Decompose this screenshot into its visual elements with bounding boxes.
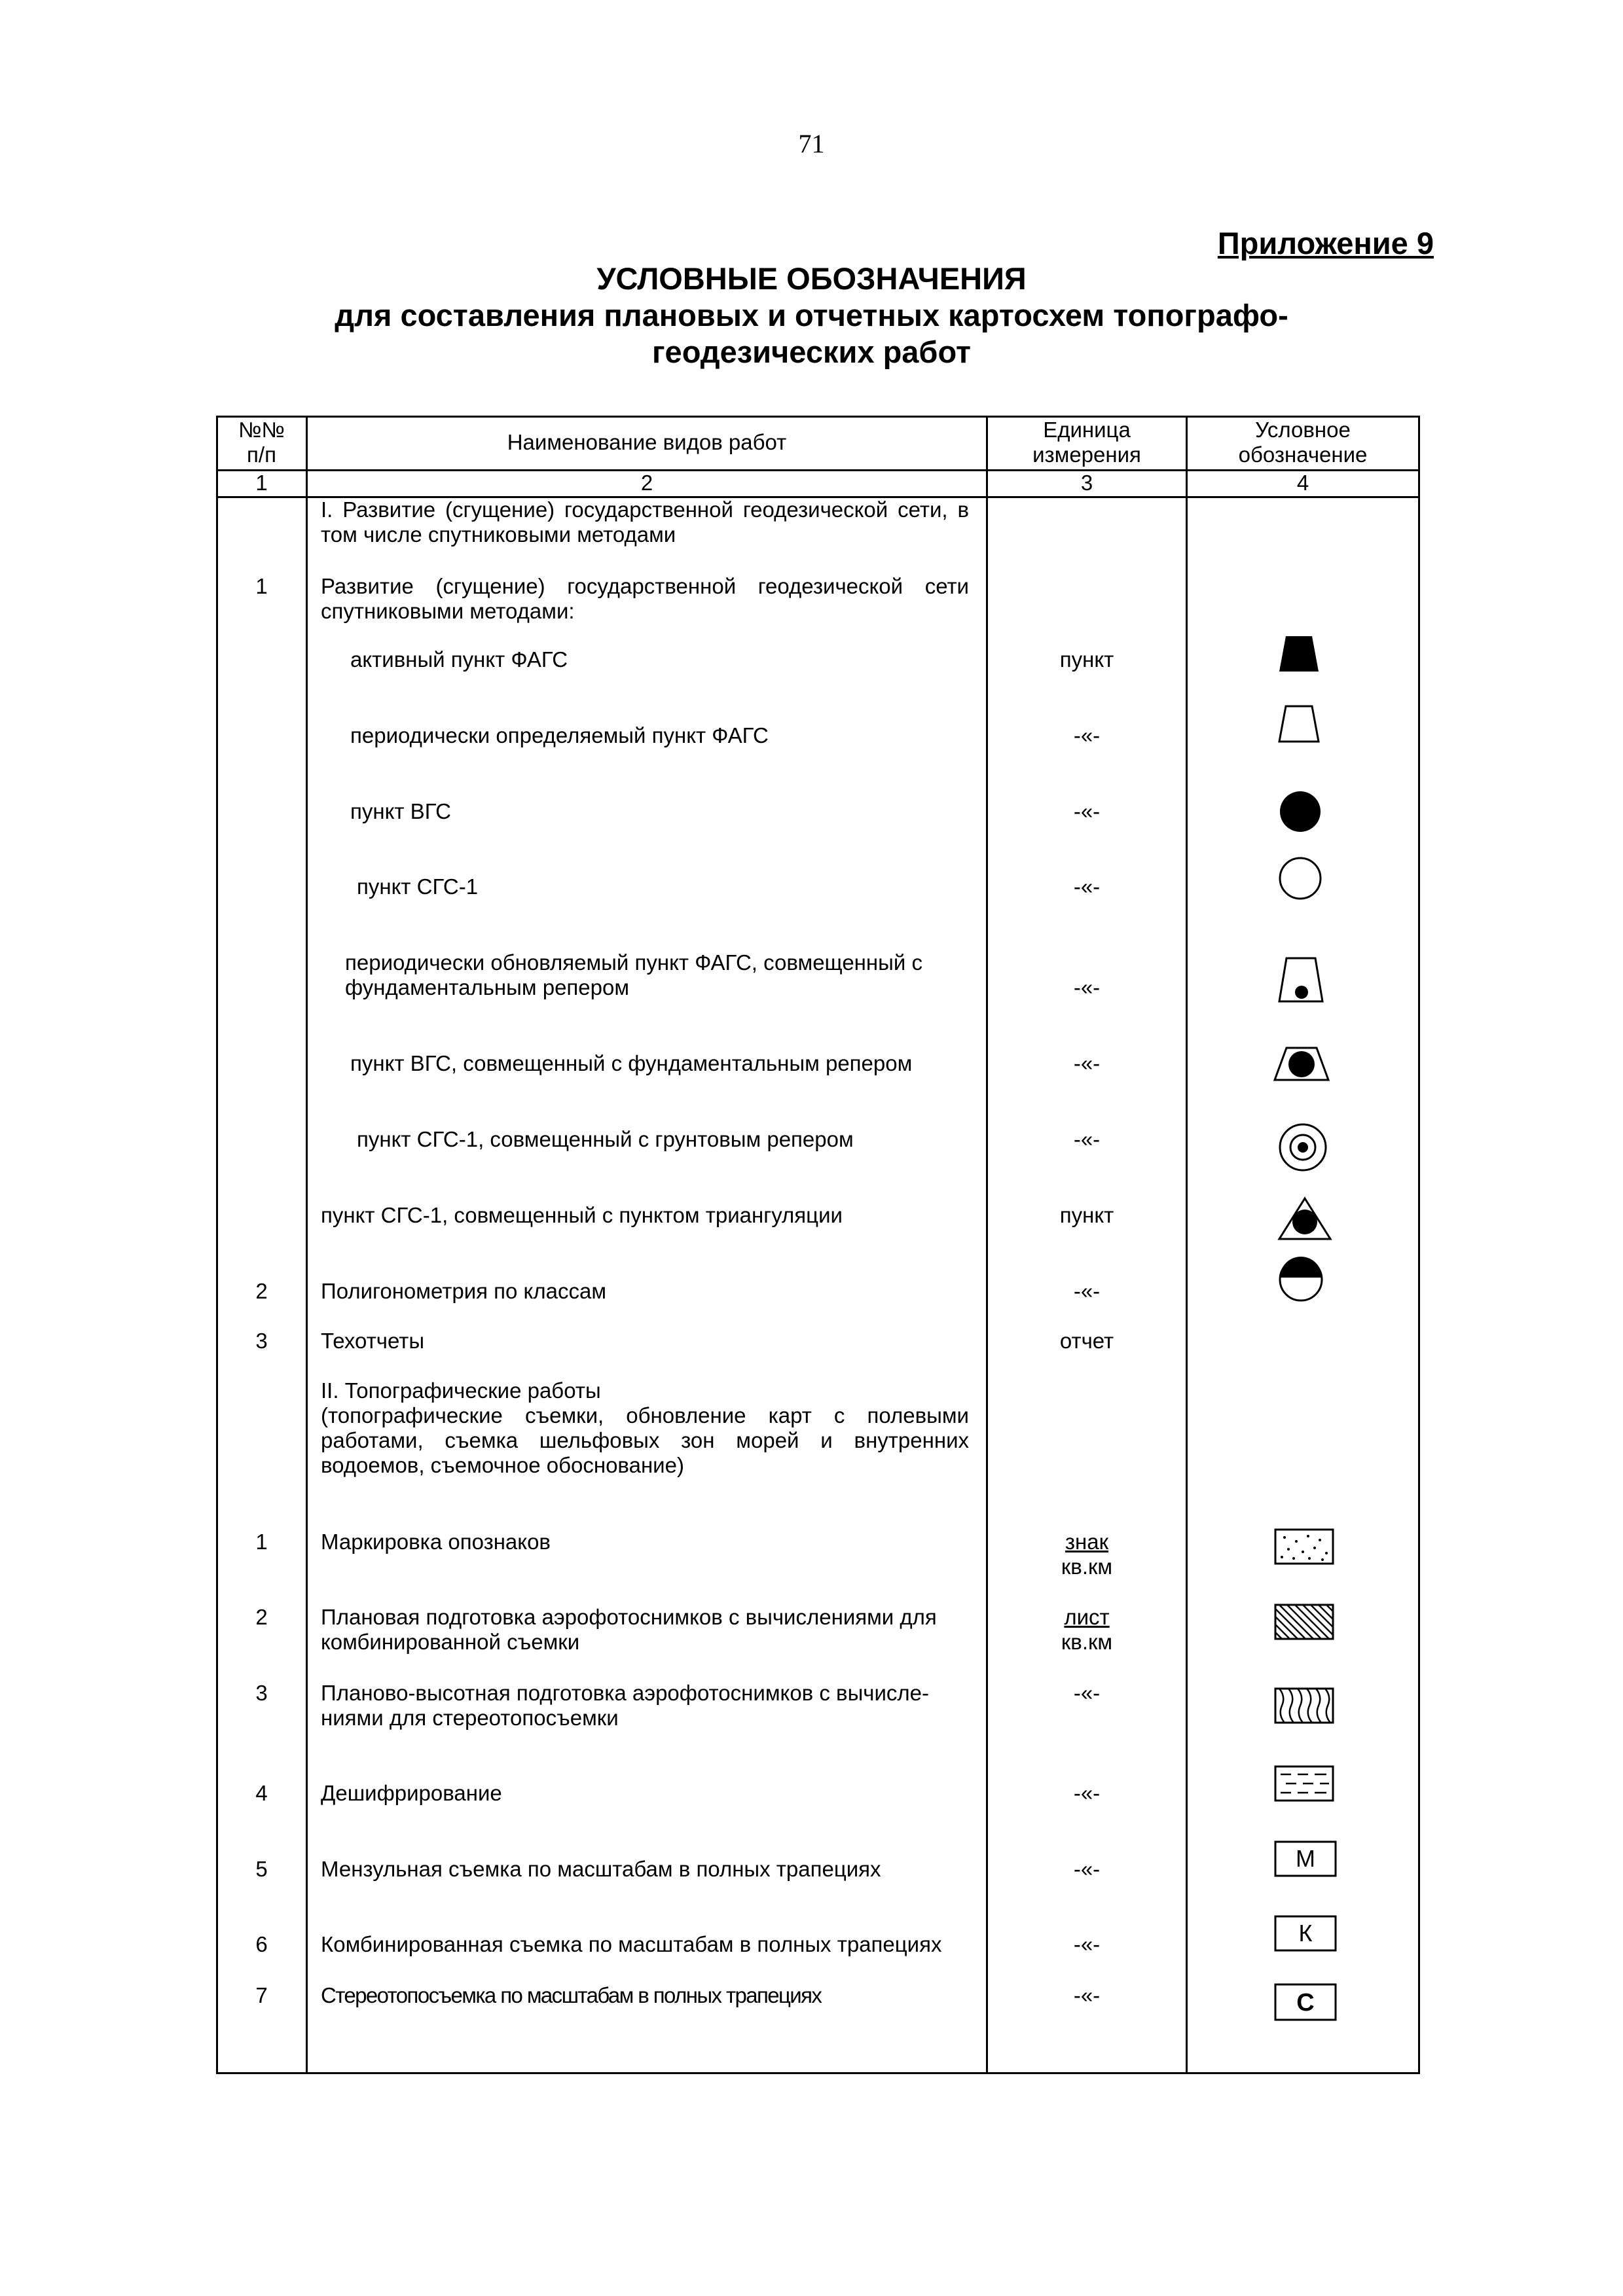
concentric-circles-icon — [1277, 1121, 1329, 1174]
row-name: Комбинированная съемка по масштабам в полных трапециях — [321, 1932, 942, 1956]
header-name: Наименование видов работ — [507, 430, 787, 454]
row-unit: отчет — [1059, 1329, 1114, 1353]
row-number: 3 — [255, 1681, 268, 1705]
subitem-name: пункт СГС-1 — [357, 874, 479, 899]
colnum-2: 2 — [640, 471, 653, 495]
title-line-1: УСЛОВНЫЕ ОБОЗНАЧЕНИЯ — [596, 261, 1027, 296]
header-symbol: Условное обозначение — [1238, 418, 1368, 467]
subitem-unit: -«- — [1073, 874, 1101, 899]
row-number: 2 — [255, 1605, 268, 1629]
row-name: Маркировка опознаков — [321, 1530, 551, 1554]
row-name: Развитие (сгущение) государственной геодезической сети спутниковыми методами: — [321, 574, 969, 623]
subitem-unit: пункт — [1059, 647, 1114, 672]
box-letter-k-icon — [1274, 1915, 1337, 1952]
row-number: 6 — [255, 1932, 268, 1956]
row-unit: знак кв.км — [1061, 1530, 1113, 1579]
trapezoid-with-dot-icon — [1277, 956, 1325, 1004]
header-unit: Единица измерения — [1032, 418, 1141, 467]
row-name: Полигонометрия по классам — [321, 1279, 607, 1303]
section-2-heading: II. Топографические работы — [321, 1378, 601, 1403]
row-name: Техотчеты — [321, 1329, 425, 1353]
subitem-name: пункт СГС-1, совмещенный с грунтовым репером — [357, 1127, 854, 1151]
header-number: №№ п/п — [238, 418, 285, 467]
row-unit: -«- — [1073, 1857, 1101, 1881]
svg-text:К: К — [1298, 1920, 1313, 1946]
section-2-description: (топографические съемки, обновление карт с полевыми работами, съемка шельфовых зон морей и внутренних водоемов, съемочное обоснование) — [321, 1403, 969, 1477]
dotted-box-icon — [1274, 1528, 1334, 1565]
appendix-label: Приложение 9 — [1217, 226, 1434, 260]
row-number: 2 — [255, 1279, 268, 1303]
row-name: Мензульная съемка по масштабам в полных трапециях — [321, 1857, 881, 1881]
row-number: 5 — [255, 1857, 268, 1881]
row-number: 3 — [255, 1329, 268, 1353]
hollow-trapezoid-icon — [1277, 704, 1321, 744]
row-unit: -«- — [1073, 1983, 1101, 2007]
row-unit: -«- — [1073, 1279, 1101, 1303]
subitem-unit: -«- — [1073, 799, 1101, 823]
table-divider-3 — [1186, 416, 1188, 2074]
title-line-3: геодезических работ — [651, 334, 972, 369]
box-letter-s-icon — [1274, 1983, 1337, 2021]
subitem-unit: пункт — [1059, 1203, 1114, 1227]
filled-trapezoid-icon — [1277, 634, 1321, 674]
row-name: Стереотопосъемка по масштабам в полных трапециях — [321, 1983, 822, 2007]
colnum-4: 4 — [1296, 471, 1309, 495]
subitem-unit: -«- — [1073, 1051, 1101, 1075]
subitem-unit: -«- — [1073, 723, 1101, 747]
subitem-name: пункт ВГС — [350, 799, 451, 823]
subitem-name: периодически определяемый пункт ФАГС — [350, 723, 769, 747]
row-name: Плановая подготовка аэрофотоснимков с вычислениями для комбинированной съемки — [321, 1605, 937, 1654]
row-unit: -«- — [1073, 1781, 1101, 1805]
subitem-name: пункт ВГС, совмещенный с фундаментальным репером — [350, 1051, 913, 1075]
table-border-bottom — [216, 2072, 1420, 2074]
filled-circle-icon — [1277, 788, 1324, 835]
row-number: 4 — [255, 1781, 268, 1805]
section-1-heading: I. Развитие (сгущение) государственной геодезической сети, в том числе спутниковыми методами — [321, 497, 969, 547]
table-border-right — [1418, 416, 1420, 2074]
table-border-left — [216, 416, 218, 2074]
trapezoid-with-filled-circle-icon — [1272, 1046, 1331, 1083]
subitem-name: активный пункт ФАГС — [350, 647, 568, 672]
row-number: 1 — [255, 574, 268, 598]
svg-text:С: С — [1296, 1989, 1315, 2017]
row-unit: -«- — [1073, 1681, 1101, 1705]
box-letter-m-icon — [1274, 1840, 1337, 1877]
page-number: 71 — [798, 129, 825, 158]
subitem-name: периодически обновляемый пункт ФАГС, совмещенный с фундаментальным репером — [345, 950, 922, 999]
title-line-2: для составления плановых и отчетных картосхем топографо- — [335, 298, 1288, 332]
table-divider-1 — [306, 416, 308, 2074]
wavy-hatched-box-icon — [1274, 1687, 1334, 1724]
triangle-with-circle-icon — [1277, 1196, 1333, 1242]
half-filled-circle-icon — [1277, 1255, 1325, 1304]
row-unit: лист кв.км — [1061, 1605, 1113, 1654]
row-name: Планово-высотная подготовка аэрофотоснимков с вычисле- ниями для стереотопосъемки — [321, 1681, 930, 1730]
row-unit: -«- — [1073, 1932, 1101, 1956]
hollow-circle-icon — [1277, 855, 1324, 902]
row-number: 1 — [255, 1530, 268, 1554]
hatched-box-icon — [1274, 1604, 1334, 1640]
colnum-1: 1 — [255, 471, 268, 495]
subitem-name: пункт СГС-1, совмещенный с пунктом триангуляции — [321, 1203, 843, 1227]
subitem-unit: -«- — [1073, 1127, 1101, 1151]
row-number: 7 — [255, 1983, 268, 2007]
page-title — [0, 260, 1623, 370]
row-name: Дешифрирование — [321, 1781, 502, 1805]
svg-text:М: М — [1296, 1845, 1315, 1872]
subitem-unit: -«- — [1073, 975, 1101, 999]
dashed-box-icon — [1274, 1765, 1334, 1802]
colnum-3: 3 — [1080, 471, 1093, 495]
